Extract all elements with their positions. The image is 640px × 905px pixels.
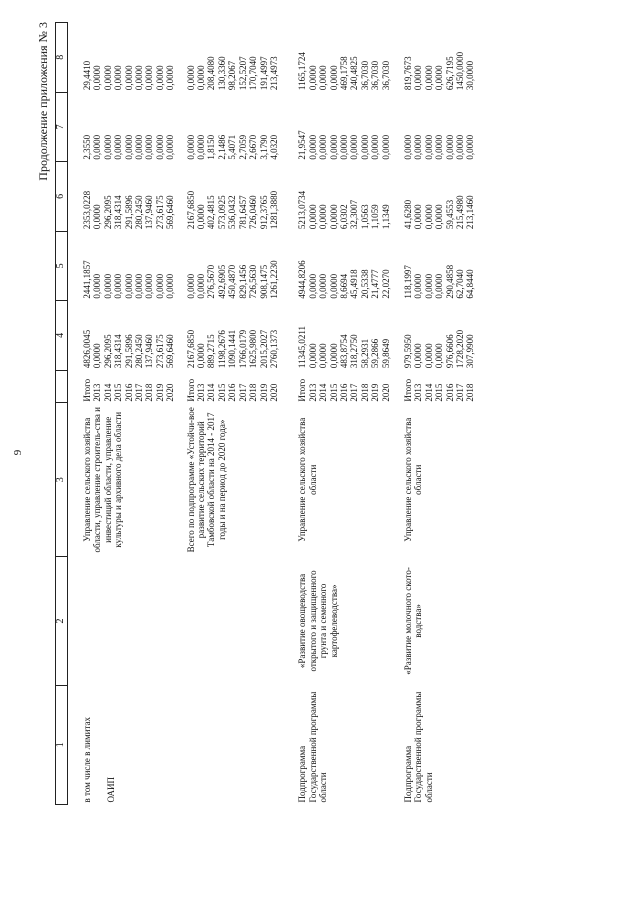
program-level-cell (176, 685, 280, 804)
year-label: Итого (297, 378, 308, 402)
amount-cell-c6 (391, 162, 476, 232)
responsible-executor-cell: Всего по подпрограмме «Устойчи-вое развитие сельских территорий Тамбовской области на 2014 - 2017 годы и на период до 2020 года» (185, 407, 227, 553)
subprogram-name-cell: «Развитие овощеводства открытого и защищенного грунта и семенного картофелеводства» (297, 570, 339, 672)
table-row (68, 23, 176, 805)
year-label: Итого (82, 378, 92, 402)
amount-value: 0,0000 (185, 273, 196, 299)
amount-cell-c6 (68, 162, 176, 232)
amount-cell-c8 (279, 23, 391, 93)
amount-value: 0,0000 (434, 134, 445, 160)
amount-value: 307,9900 (465, 334, 476, 369)
amount-value: 0,0000 (359, 134, 370, 160)
year-label: 2016 (338, 383, 349, 402)
amount-value: 36,7030 (380, 60, 391, 91)
year-label: 2020 (165, 383, 176, 402)
amount-value: 4826,0045 (82, 329, 92, 369)
year-label: 2019 (154, 383, 165, 402)
amount-value: 8,6694 (338, 273, 349, 299)
amount-value: 1728,2020 (455, 329, 465, 369)
responsible-executor-cell: Управление сельского хозяйства области (402, 417, 424, 542)
amount-cell-c8 (176, 23, 280, 93)
amount-value: 0,0000 (144, 273, 155, 299)
subprogram-name-cell (176, 557, 280, 685)
amount-cell-c7 (176, 92, 280, 162)
amount-cell-c7 (68, 92, 176, 162)
year-label: 2014 (318, 383, 329, 402)
amount-value: 3,1790 (258, 134, 269, 160)
amount-value: 0,0000 (165, 65, 176, 91)
year-label: Итого (402, 378, 413, 402)
amount-value: 0,0000 (102, 273, 113, 299)
amount-value: 781,6457 (237, 195, 248, 230)
amount-value: 0,0000 (134, 273, 145, 299)
program-level-cell (391, 685, 476, 804)
year-label: 2019 (370, 383, 381, 402)
amount-value: 2441,1857 (82, 260, 92, 299)
amount-value: 2167,6850 (185, 329, 196, 369)
amount-value: 0,0000 (92, 204, 103, 230)
amount-value: 2,6670 (248, 134, 259, 160)
amount-value: 726,0460 (248, 195, 259, 230)
year-label: 2013 (92, 383, 103, 402)
amount-value: 0,0000 (413, 343, 424, 369)
amount-value: 0,0000 (307, 134, 318, 160)
amount-value: 0,0000 (318, 134, 329, 160)
amount-value: 889,2715 (206, 334, 217, 369)
amount-cell-c4 (391, 301, 476, 371)
amount-value: 1,1349 (380, 204, 391, 230)
year-label: 2020 (268, 383, 279, 402)
amount-value: 273,6175 (154, 195, 165, 230)
amount-value: 469,1758 (338, 56, 349, 91)
amount-value: 280,2450 (134, 195, 145, 230)
amount-value: 0,0000 (380, 134, 391, 160)
program-level-cell (279, 685, 391, 804)
amount-value: 0,0000 (92, 343, 103, 369)
amount-value: 2,3550 (82, 134, 92, 160)
amount-value: 1766,0179 (237, 329, 248, 369)
amount-value: 0,0000 (154, 273, 165, 299)
amount-value: 137,9460 (144, 334, 155, 369)
amount-value: 0,0000 (413, 65, 424, 91)
amount-value: 0,0000 (444, 134, 455, 160)
table-row (176, 23, 280, 805)
amount-value: 0,0000 (413, 204, 424, 230)
program-sublabel: ОАИП (106, 776, 117, 803)
amount-value: 0,0000 (434, 273, 445, 299)
amount-value: 0,0000 (165, 134, 176, 160)
amount-value: 0,0000 (165, 273, 176, 299)
year-label: 2018 (465, 383, 476, 402)
amount-value: 0,0000 (423, 204, 434, 230)
amount-cell-c4 (279, 301, 391, 371)
subprogram-name-cell (68, 557, 176, 685)
amount-value: 130,3360 (216, 56, 227, 91)
amount-value: 191,4997 (258, 56, 269, 91)
year-label: 2017 (349, 383, 360, 402)
amount-value: 29,4410 (82, 60, 92, 91)
appendix-continuation-label: Продолжение приложения № 3 (36, 22, 50, 181)
amount-value: 213,1460 (465, 195, 476, 230)
amount-value: 0,0000 (134, 134, 145, 160)
amount-value: 0,0000 (113, 273, 124, 299)
amount-cell-c4 (68, 301, 176, 371)
amount-value: 137,9460 (144, 195, 155, 230)
year-label: 2016 (123, 383, 134, 402)
responsible-executor-cell: Управление сельского хозяйства области, управление строитель-ства и инвестиций области, управление культуры и архивного дела области (82, 407, 124, 553)
amount-value: 21,4777 (370, 269, 381, 299)
amount-value: 0,0000 (423, 273, 434, 299)
program-level-label: Подпрограмма Государственной программы области (297, 691, 329, 803)
program-level-label: Подпрограмма Государственной программы области (402, 691, 434, 803)
program-level-label: в том числе в лимитах (82, 716, 92, 803)
amount-value: 20,5338 (359, 269, 370, 299)
col-header-2: 2 (56, 557, 68, 685)
page-number: 9 (12, 449, 24, 456)
amount-value: 0,0000 (465, 134, 476, 160)
budget-table (55, 22, 476, 805)
amount-value: 152,5207 (237, 56, 248, 91)
year-label: 2018 (359, 383, 370, 402)
amount-cell-c7 (279, 92, 391, 162)
amount-value: 5213,0734 (297, 190, 308, 230)
amount-value: 318,4314 (113, 334, 124, 369)
amount-value: 450,4870 (227, 264, 238, 299)
amount-value: 296,2095 (102, 334, 113, 369)
year-list-cell (68, 370, 176, 403)
amount-value: 976,6606 (444, 334, 455, 369)
year-label: 2015 (328, 383, 339, 402)
amount-value: 483,8754 (338, 334, 349, 369)
amount-value: 0,0000 (196, 65, 207, 91)
amount-value: 59,2866 (370, 338, 381, 369)
year-label: 2013 (413, 383, 424, 402)
amount-value: 0,0000 (423, 65, 434, 91)
amount-value: 0,0000 (370, 134, 381, 160)
amount-value: 0,0000 (338, 134, 349, 160)
amount-value: 59,8649 (380, 338, 391, 369)
program-level-cell (68, 685, 176, 804)
amount-value: 30,0000 (465, 60, 476, 91)
amount-value: 0,0000 (123, 273, 134, 299)
amount-value: 36,7030 (370, 60, 381, 91)
column-number-row (56, 23, 68, 805)
amount-value: 0,0000 (318, 343, 329, 369)
col-header-4: 4 (56, 301, 68, 371)
amount-value: 0,0000 (402, 134, 413, 160)
year-label: 2015 (113, 383, 124, 402)
year-label: 2018 (144, 383, 155, 402)
amount-value: 0,0000 (92, 134, 103, 160)
amount-value: 0,0000 (328, 273, 339, 299)
amount-value: 318,2750 (349, 334, 360, 369)
amount-value: 0,0000 (328, 65, 339, 91)
amount-value: 213,4973 (268, 56, 279, 91)
col-header-6: 6 (56, 162, 68, 232)
amount-value: 0,0000 (196, 343, 207, 369)
amount-value: 0,0000 (113, 65, 124, 91)
amount-value: 21,9547 (297, 130, 308, 160)
amount-value: 2760,1373 (268, 329, 279, 369)
amount-value: 11345,0211 (297, 325, 308, 369)
year-list-cell (176, 370, 280, 403)
year-label: 2015 (216, 383, 227, 402)
year-label: 2013 (196, 383, 207, 402)
amount-cell-c7 (391, 92, 476, 162)
amount-value: 2,7059 (237, 134, 248, 160)
amount-value: 318,4314 (113, 195, 124, 230)
amount-value: 0,0000 (318, 273, 329, 299)
amount-value: 0,0000 (307, 343, 318, 369)
year-label: 2014 (206, 383, 217, 402)
amount-value: 0,0000 (123, 134, 134, 160)
amount-value: 0,0000 (423, 343, 434, 369)
amount-value: 0,0000 (318, 65, 329, 91)
amount-value: 208,4080 (206, 56, 217, 91)
amount-value: 0,0000 (328, 134, 339, 160)
amount-value: 1,1059 (370, 204, 381, 230)
amount-value: 1090,1441 (227, 329, 238, 369)
amount-value: 240,4825 (349, 56, 360, 91)
amount-value: 0,0000 (102, 134, 113, 160)
amount-value: 59,4553 (444, 199, 455, 230)
amount-value: 0,0000 (434, 65, 445, 91)
amount-value: 0,0000 (318, 204, 329, 230)
amount-value: 536,0432 (227, 195, 238, 230)
year-list-cell (279, 370, 391, 403)
amount-value: 291,5896 (123, 334, 134, 369)
amount-value: 0,0000 (307, 204, 318, 230)
subprogram-name-cell: «Развитие молочного ското-водства» (402, 567, 424, 675)
col-header-5: 5 (56, 231, 68, 301)
amount-cell-c6 (279, 162, 391, 232)
amount-value: 5,4071 (227, 134, 238, 160)
amount-value: 829,1456 (237, 264, 248, 299)
year-list-cell (391, 370, 476, 403)
col-header-3: 3 (56, 403, 68, 557)
col-header-8: 8 (56, 23, 68, 93)
responsible-executor-cell: Управление сельского хозяйства области (297, 417, 318, 542)
col-header-7: 7 (56, 92, 68, 162)
amount-value: 908,1475 (258, 264, 269, 299)
amount-value: 1281,3880 (268, 190, 279, 230)
amount-value: 0,0000 (196, 273, 207, 299)
table-row (279, 23, 391, 805)
amount-cell-c6 (176, 162, 280, 232)
amount-value: 912,3765 (258, 195, 269, 230)
amount-value: 36,7030 (359, 60, 370, 91)
year-label: 2020 (380, 383, 391, 402)
amount-value: 45,4918 (349, 269, 360, 299)
year-label: 2016 (444, 383, 455, 402)
amount-value: 0,0000 (113, 134, 124, 160)
table-body (68, 23, 476, 805)
amount-value: 0,0000 (92, 273, 103, 299)
amount-value: 0,0000 (185, 65, 196, 91)
amount-value: 569,6460 (165, 334, 176, 369)
amount-value: 0,0000 (423, 134, 434, 160)
amount-value: 2,1486 (216, 134, 227, 160)
amount-value: 979,5950 (402, 334, 413, 369)
amount-value: 1261,2230 (268, 260, 279, 299)
amount-value: 492,6905 (216, 264, 227, 299)
year-label: 2013 (307, 383, 318, 402)
amount-value: 64,8440 (465, 269, 476, 299)
amount-cell-c5 (391, 231, 476, 301)
amount-value: 296,2095 (102, 195, 113, 230)
year-label: 2017 (134, 383, 145, 402)
amount-value: 726,5630 (248, 264, 259, 299)
amount-value: 291,5896 (123, 195, 134, 230)
year-label: 2014 (423, 383, 434, 402)
amount-value: 0,0000 (455, 134, 465, 160)
amount-cell-c8 (391, 23, 476, 93)
amount-value: 569,6460 (165, 195, 176, 230)
amount-value: 215,4980 (455, 195, 465, 230)
amount-value: 0,0000 (154, 65, 165, 91)
amount-value: 62,7040 (455, 269, 465, 299)
amount-value: 170,7040 (248, 56, 259, 91)
amount-value: 4,0320 (268, 134, 279, 160)
amount-value: 32,3007 (349, 199, 360, 230)
amount-value: 58,2931 (359, 338, 370, 369)
amount-value: 98,2067 (227, 60, 238, 91)
col-header-year (56, 370, 68, 403)
amount-value: 573,0925 (216, 195, 227, 230)
amount-value: 0,0000 (307, 65, 318, 91)
amount-value: 1625,9800 (248, 329, 259, 369)
amount-value: 280,2450 (134, 334, 145, 369)
amount-value: 0,0000 (144, 65, 155, 91)
amount-value: 0,0000 (328, 204, 339, 230)
table-row (391, 23, 476, 805)
amount-value: 819,7673 (402, 56, 413, 91)
year-label: 2017 (237, 383, 248, 402)
amount-value: 4944,8206 (297, 260, 308, 299)
amount-value: 402,4815 (206, 195, 217, 230)
amount-value: 118,1997 (402, 265, 413, 299)
amount-cell-c5 (279, 231, 391, 301)
amount-value: 22,0270 (380, 269, 391, 299)
amount-value: 0,0000 (434, 204, 445, 230)
amount-value: 626,7195 (444, 56, 455, 91)
amount-value: 0,0000 (434, 343, 445, 369)
amount-value: 0,0000 (328, 343, 339, 369)
amount-value: 0,0000 (102, 65, 113, 91)
amount-value: 0,0000 (92, 65, 103, 91)
amount-cell-c5 (68, 231, 176, 301)
amount-value: 276,5670 (206, 264, 217, 299)
year-label: 2014 (102, 383, 113, 402)
amount-value: 0,0000 (196, 204, 207, 230)
amount-value: 0,0000 (134, 65, 145, 91)
amount-value: 1198,2676 (216, 330, 227, 369)
amount-value: 0,0000 (307, 273, 318, 299)
amount-value: 0,0000 (123, 65, 134, 91)
amount-value: 0,0000 (349, 134, 360, 160)
amount-value: 273,6175 (154, 334, 165, 369)
amount-value: 0,0000 (144, 134, 155, 160)
year-label: 2015 (434, 383, 445, 402)
amount-value: 290,4858 (444, 264, 455, 299)
amount-value: 0,0000 (413, 273, 424, 299)
amount-value: 2015,2027 (258, 329, 269, 369)
amount-value: 6,0302 (338, 204, 349, 230)
year-label: Итого (185, 378, 196, 402)
amount-cell-c5 (176, 231, 280, 301)
year-label: 2017 (455, 383, 465, 402)
amount-value: 1450,0000 (455, 51, 465, 91)
amount-value: 41,6280 (402, 199, 413, 230)
amount-cell-c4 (176, 301, 280, 371)
year-label: 2016 (227, 383, 238, 402)
amount-value: 1,0563 (359, 204, 370, 230)
amount-value: 1,8150 (206, 134, 217, 160)
year-label: 2019 (258, 383, 269, 402)
amount-cell-c8 (68, 23, 176, 93)
amount-value: 2167,6850 (185, 190, 196, 230)
amount-value: 0,0000 (185, 134, 196, 160)
amount-value: 0,0000 (154, 134, 165, 160)
amount-value: 0,0000 (196, 134, 207, 160)
amount-value: 1165,1724 (297, 52, 308, 91)
amount-value: 0,0000 (413, 134, 424, 160)
col-header-1: 1 (56, 685, 68, 804)
amount-value: 2353,0228 (82, 190, 92, 230)
year-label: 2018 (248, 383, 259, 402)
